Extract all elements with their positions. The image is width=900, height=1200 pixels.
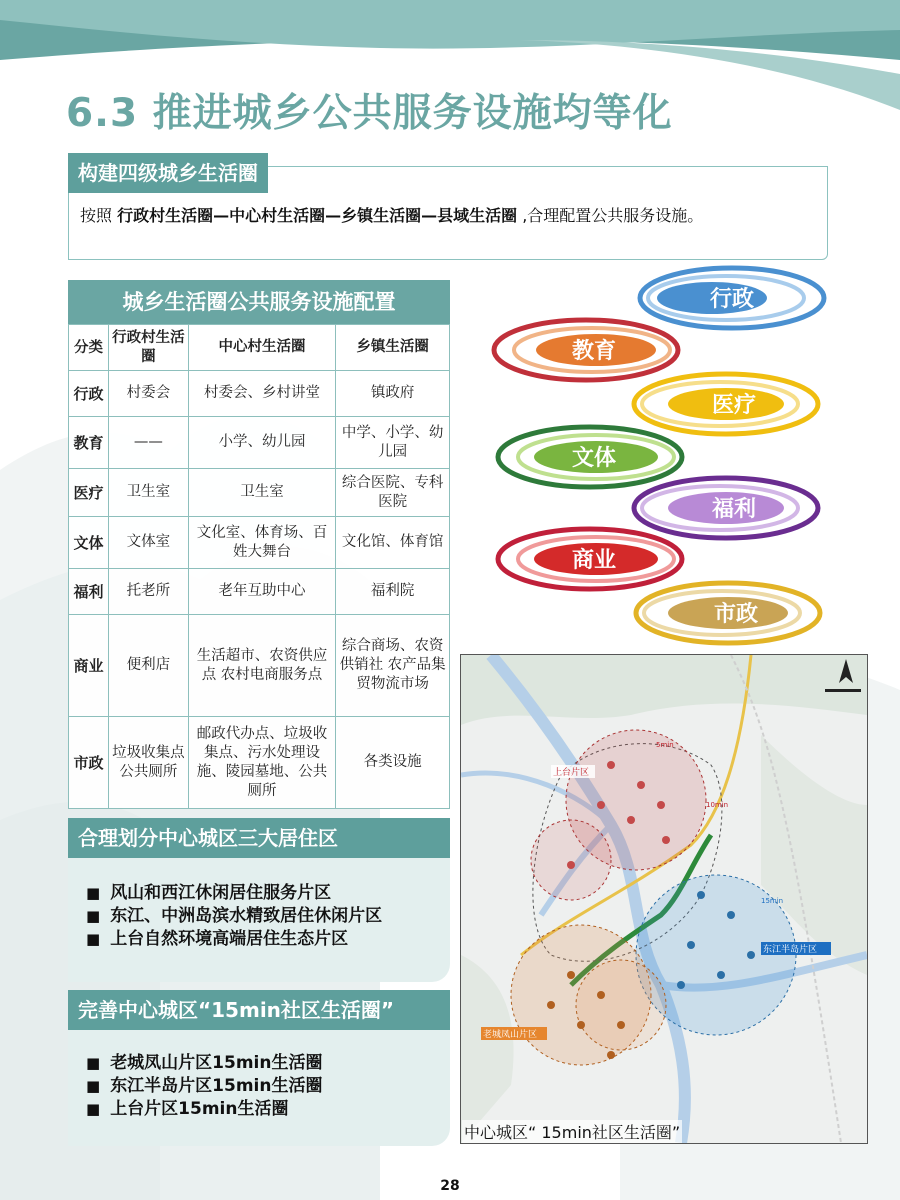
table-cell: 综合商场、农资供销社 农产品集贸物流市场 [336,615,450,717]
facility-table [68,324,450,809]
table-cell: 卫生室 [108,469,188,517]
table-cell: 福利 [69,569,109,615]
table-cell: 行政 [69,371,109,417]
table-cell: 镇政府 [336,371,450,417]
ring-administration [640,268,824,328]
list-item: ■ 东江半岛片区15min生活圈 [86,1075,323,1098]
table-cell: 生活超市、农资供应点 农村电商服务点 [188,615,336,717]
table-cell: 村委会 [108,371,188,417]
table-cell: 综合医院、专科医院 [336,469,450,517]
table-title: 城乡生活圈公共服务设施配置 [68,280,450,324]
table-cell: 中学、小学、幼儿园 [336,417,450,469]
ring-label: 行政 [709,287,755,312]
section-heading-15min-circle: 完善中心城区“15min社区生活圈” [68,990,450,1030]
table-row [69,417,450,469]
map-radius-label: 10min [706,801,729,809]
ring-commerce [498,529,682,589]
table-row [69,517,450,569]
table-cell: 教育 [69,417,109,469]
table-cell: 邮政代办点、垃圾收集点、污水处理设施、陵园墓地、公共厕所 [188,717,336,809]
ring-label: 福利 [711,497,757,522]
intro-bold: 行政村生活圈—中心村生活圈—乡镇生活圈—县域生活圈 [117,206,518,225]
table-cell: 文化室、体育场、百姓大舞台 [188,517,336,569]
ring-label: 市政 [713,602,759,627]
list-item: ■ 上台自然环境高端居住生态片区 [86,928,382,951]
table-cell: 文体室 [108,517,188,569]
page-number: 28 [440,1178,460,1194]
table-header-row [69,325,450,371]
map-graphic [461,655,867,1143]
map-radius-label: 5min [656,741,674,749]
map-caption: 中心城区“ 15min社区生活圈” [462,1120,682,1143]
section-heading-life-circles: 构建四级城乡生活圈 [68,153,268,193]
ring-municipal [636,583,820,643]
list-item: ■ 上台片区15min生活圈 [86,1098,323,1121]
ring-education [494,320,678,380]
intro-text: 按照 行政村生活圈—中心村生活圈—乡镇生活圈—县域生活圈 ,合理配置公共服务设施。 [80,206,704,225]
table-row [69,569,450,615]
city-map [460,654,868,1144]
map-label-zone-b: 东江半岛片区 [763,945,818,955]
table-row [69,469,450,517]
table-cell: 商业 [69,615,109,717]
ring-label: 商业 [571,548,617,573]
table-header: 分类 [69,325,109,371]
ring-label: 文体 [571,446,617,471]
map-label-zone-c: 老城凤山片区 [483,1030,538,1040]
list-item: ■ 东江、中洲岛滨水精致居住休闲片区 [86,905,382,928]
map-radius-label: 15min [761,897,784,905]
table-row [69,717,450,809]
table-header: 乡镇生活圈 [336,325,450,371]
list-item: ■ 风山和西江休闲居住服务片区 [86,882,382,905]
table-cell: 垃圾收集点 公共厕所 [108,717,188,809]
ring-healthcare [634,374,818,434]
table-row [69,615,450,717]
ring-label: 医疗 [711,393,757,418]
map-label-zone-a: 上台片区 [553,768,590,778]
section-heading-residential-zones: 合理划分中心城区三大居住区 [68,818,450,858]
ring-culture-sports [498,427,682,487]
table-cell: —— [108,417,188,469]
table-cell: 小学、幼儿园 [188,417,336,469]
ring-label: 教育 [571,339,617,364]
table-cell: 福利院 [336,569,450,615]
table-cell: 各类设施 [336,717,450,809]
table-row [69,371,450,417]
page-title: 6.3 推进城乡公共服务设施均等化 [66,91,673,136]
service-category-rings [490,262,830,652]
list-item: ■ 老城凤山片区15min生活圈 [86,1052,323,1075]
table-cell: 文体 [69,517,109,569]
table-cell: 医疗 [69,469,109,517]
table-cell: 文化馆、体育馆 [336,517,450,569]
residential-zones-list [86,882,382,951]
table-cell: 托老所 [108,569,188,615]
table-cell: 便利店 [108,615,188,717]
community-circle-list [86,1052,323,1121]
table-cell: 市政 [69,717,109,809]
ring-welfare [634,478,818,538]
table-cell: 卫生室 [188,469,336,517]
table-cell: 村委会、乡村讲堂 [188,371,336,417]
table-cell: 老年互助中心 [188,569,336,615]
table-header: 行政村生活圈 [108,325,188,371]
table-header: 中心村生活圈 [188,325,336,371]
